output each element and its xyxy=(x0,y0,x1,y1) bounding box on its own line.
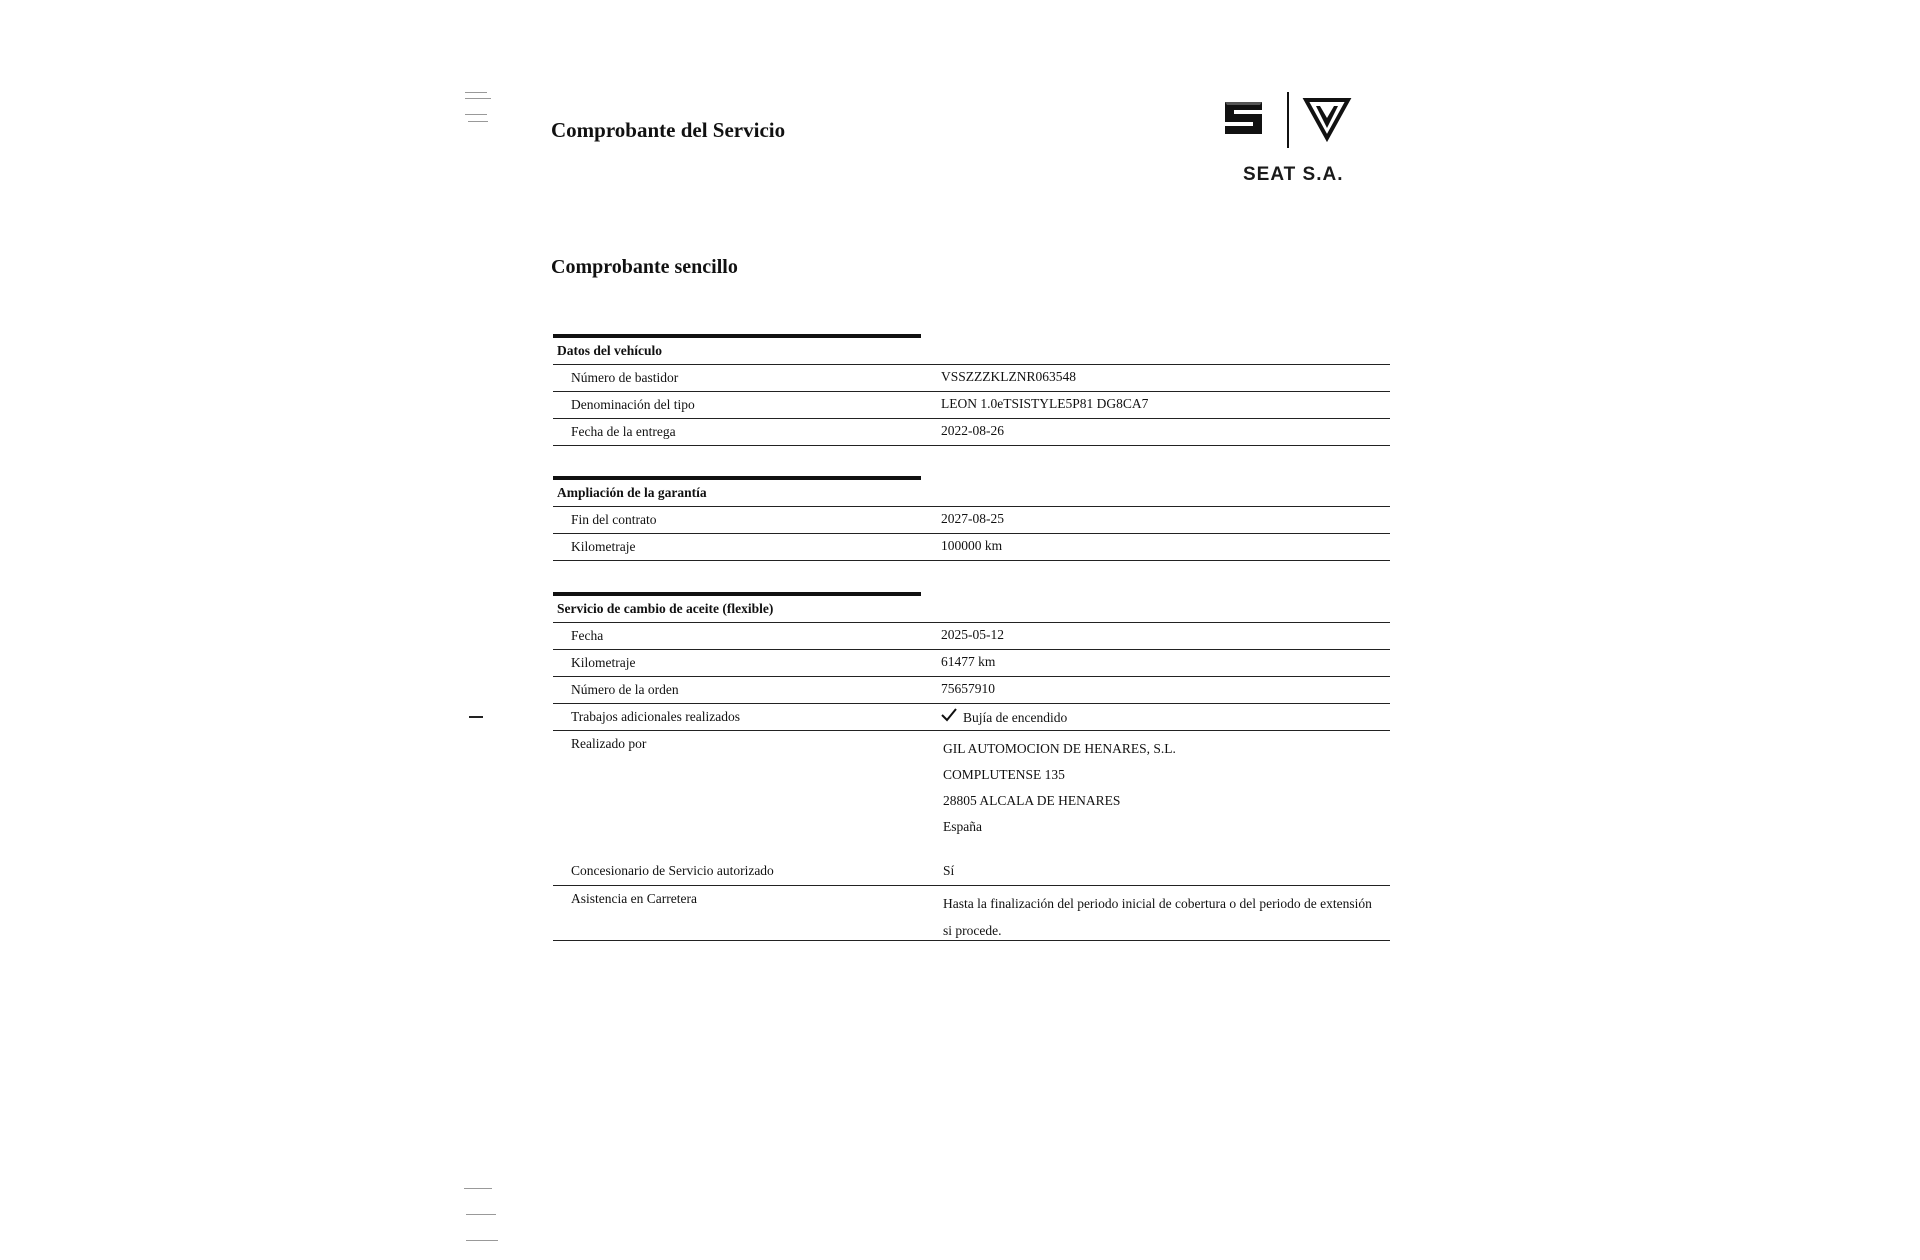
row-value: 2027-08-25 xyxy=(941,511,1004,526)
row-value-check xyxy=(941,708,1067,726)
table-row xyxy=(553,507,1390,534)
cupra-logo-icon xyxy=(1306,100,1348,138)
row-label: Fecha xyxy=(571,628,604,643)
section-heading: Datos del vehículo xyxy=(553,338,1390,365)
table-row xyxy=(553,392,1390,419)
row-value: 61477 km xyxy=(941,654,996,669)
table-row xyxy=(553,419,1390,446)
margin-mark xyxy=(468,121,488,122)
section-oil-service xyxy=(553,592,1390,941)
row-value: 75657910 xyxy=(941,681,995,696)
margin-mark xyxy=(464,1188,492,1189)
table-row xyxy=(553,677,1390,704)
value-line: si procede. xyxy=(943,923,1002,938)
row-label: Número de bastidor xyxy=(571,370,679,385)
row-value xyxy=(943,890,1372,944)
dealer-name: GIL AUTOMOCION DE HENARES, S.L. xyxy=(943,741,1176,756)
brand-name: SEAT S.A. xyxy=(1243,164,1344,185)
row-label: Asistencia en Carretera xyxy=(571,891,697,906)
dealer-street: COMPLUTENSE 135 xyxy=(943,767,1065,782)
dealer-country: España xyxy=(943,819,982,834)
dealer-city: 28805 ALCALA DE HENARES xyxy=(943,793,1121,808)
section-warranty-extension xyxy=(553,476,1390,561)
row-label: Número de la orden xyxy=(571,682,679,697)
row-value: 2022-08-26 xyxy=(941,423,1004,438)
row-value: 100000 km xyxy=(941,538,1003,553)
seat-logo-icon xyxy=(1220,90,1360,150)
checkmark-icon xyxy=(941,708,957,726)
row-value: Sí xyxy=(943,863,955,878)
margin-mark xyxy=(466,1240,498,1241)
row-value: 2025-05-12 xyxy=(941,627,1004,642)
table-row xyxy=(553,886,1390,941)
table-row xyxy=(553,650,1390,677)
margin-mark xyxy=(469,716,483,718)
row-label: Kilometraje xyxy=(571,539,636,554)
table-row xyxy=(553,704,1390,731)
row-value: Bujía de encendido xyxy=(963,710,1068,725)
dealer-address xyxy=(943,736,1176,840)
table-row xyxy=(553,534,1390,561)
document-subtitle: Comprobante sencillo xyxy=(551,256,738,278)
row-label: Kilometraje xyxy=(571,655,636,670)
table-row xyxy=(553,623,1390,650)
row-label: Fecha de la entrega xyxy=(571,424,676,439)
row-value: LEON 1.0eTSISTYLE5P81 DG8CA7 xyxy=(941,396,1149,411)
value-line: Hasta la finalización del periodo inicial de cobertura o del periodo de extensión xyxy=(943,896,1372,911)
margin-mark xyxy=(465,92,487,93)
row-label: Trabajos adicionales realizados xyxy=(571,709,740,724)
page-title: Comprobante del Servicio xyxy=(551,118,786,142)
margin-mark xyxy=(465,98,491,99)
row-label: Fin del contrato xyxy=(571,512,657,527)
section-heading: Servicio de cambio de aceite (flexible) xyxy=(553,596,1390,623)
section-vehicle-data xyxy=(553,334,1390,446)
table-row xyxy=(553,863,1390,886)
row-value: VSSZZZKLZNR063548 xyxy=(941,369,1076,384)
table-row xyxy=(553,365,1390,392)
margin-mark xyxy=(465,114,487,115)
margin-mark xyxy=(466,1214,496,1215)
section-heading: Ampliación de la garantía xyxy=(553,480,1390,507)
row-label: Concesionario de Servicio autorizado xyxy=(571,863,774,878)
row-label: Realizado por xyxy=(571,736,647,751)
table-row-realizado xyxy=(553,731,1390,863)
row-label: Denominación del tipo xyxy=(571,397,695,412)
